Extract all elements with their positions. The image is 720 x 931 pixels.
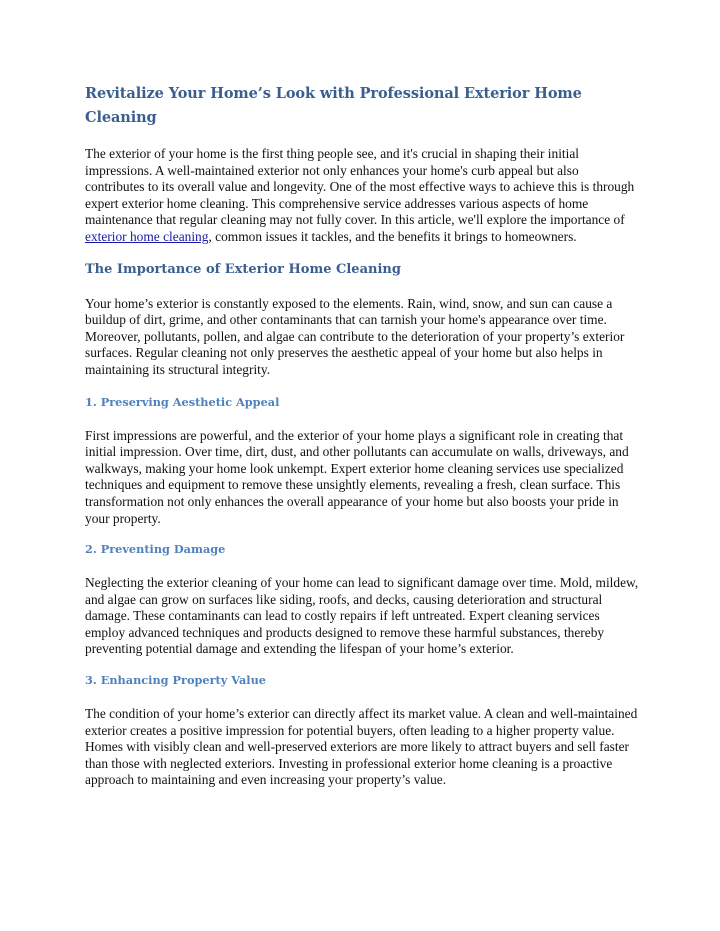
section-body-importance: Your home’s exterior is constantly exposed to the elements. Rain, wind, snow, and sun can cause a buildup of dirt, grime, and other contaminants that can tarnish your home's appearance over time. Moreover, pollutants, pollen, and algae can contribute to the deterioration of your property’s exterior surfaces. Regular cleaning not only preserves the aesthetic appeal of your home but also helps in maintaining its structural integrity. <box>85 295 625 377</box>
section-heading-preventing-damage: 2. Preventing Damage <box>85 542 226 557</box>
section-body-preventing-damage: Neglecting the exterior cleaning of your home can lead to significant damage over time. Mold, mildew, and algae can grow on surfaces like siding, roofs, and decks, causing deterioration and structural damage. These contaminants can lead to costly repairs if left untreated. Expert cleaning services employ advanced techniques and products designed to remove these harmful substances, thereby preventing potential damage and extending the lifespan of your home’s exterior. <box>85 575 639 657</box>
intro-paragraph <box>85 146 640 246</box>
section-heading-aesthetic-appeal: 1. Preserving Aesthetic Appeal <box>85 394 280 409</box>
section-heading-property-value: 3. Enhancing Property Value <box>85 673 266 688</box>
document-page <box>85 82 640 789</box>
section-body-property-value: The condition of your home’s exterior can directly affect its market value. A clean and well-maintained exterior creates a positive impression for potential buyers, often leading to a higher property value. Homes with visibly clean and well-preserved exteriors are more likely to attract buyers and sell faster than those with neglected exteriors. Investing in professional exterior home cleaning is a proactive approach to maintaining and even increasing your property’s value. <box>85 706 638 788</box>
document-title: Revitalize Your Home’s Look with Professional Exterior Home Cleaning <box>85 85 582 126</box>
intro-text-after-link: , common issues it tackles, and the benefits it brings to homeowners. <box>208 228 577 244</box>
section-body-aesthetic-appeal: First impressions are powerful, and the exterior of your home plays a significant role in creating that initial impression. Over time, dirt, dust, and other pollutants can accumulate on walls, driveways, and walkways, making your home look unkempt. Expert exterior home cleaning services use specialized techniques and equipment to remove these unsightly elements, revealing a fresh, clean surface. This transformation not only enhances the overall appearance of your home but also boosts your pride in your property. <box>85 427 629 526</box>
exterior-home-cleaning-link[interactable]: exterior home cleaning <box>85 228 209 244</box>
intro-text-before-link: The exterior of your home is the first thing people see, and it's crucial in shaping their initial impressions. A well-maintained exterior not only enhances your home's curb appeal but also contributes to its overall value and longevity. One of the most effective ways to achieve this is through expert exterior home cleaning. This comprehensive service addresses various aspects of home maintenance that regular cleaning may not fully cover. In this article, we'll explore the importance of <box>85 146 635 228</box>
section-heading-importance: The Importance of Exterior Home Cleaning <box>85 261 401 277</box>
